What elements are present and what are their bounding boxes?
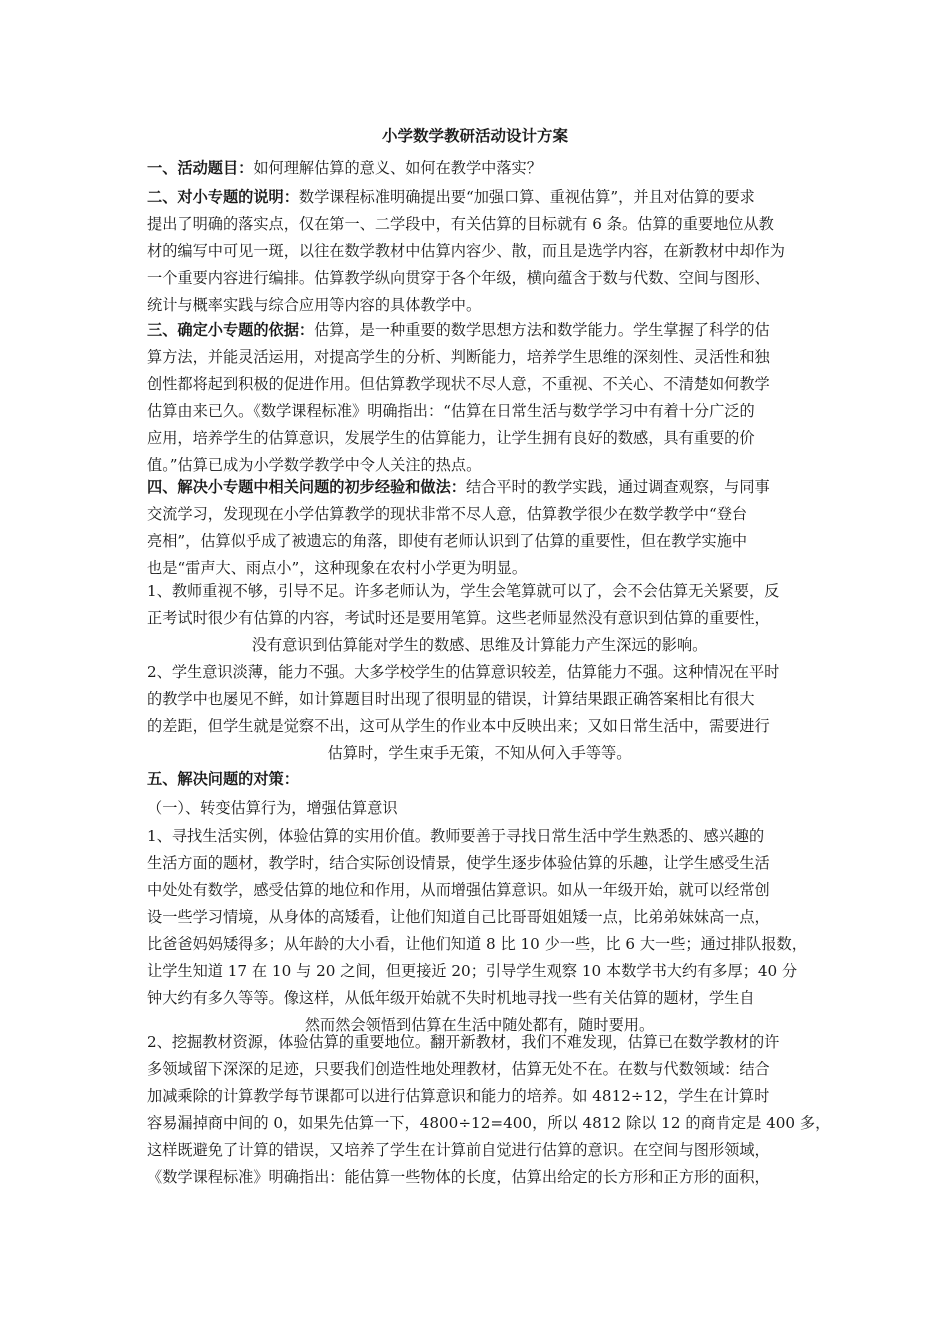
text-line: 估算时，学生束手无策，不知从何入手等等。 (327, 744, 632, 762)
text-line: 让学生知道 17 在 10 与 20 之间，但更接近 20；引导学生观察 10 本数学书大约有多厚；40 分 (147, 962, 798, 980)
text-line: 的教学中也屡见不鲜，如计算题目时出现了很明显的错误，计算结果跟正确答案相比有很大 (147, 690, 755, 708)
section-topic-description (147, 184, 812, 319)
section-heading: 二、对小专题的说明： (147, 188, 299, 206)
text-line: 算方法，并能灵活运用，对提高学生的分析、判断能力，培养学生思维的深刻性、灵活性和独 (147, 348, 770, 366)
section-text: 如何理解估算的意义、如何在教学中落实？ (253, 159, 542, 177)
section-heading: 一、活动题目： (147, 159, 254, 177)
text-line: 估算由来已久。《数学课程标准》明确指出：“估算在日常生活与数学学习中有着十分广泛的 (147, 402, 755, 420)
text-line: 交流学习，发现现在小学估算教学的现状非常不尽人意，估算教学很少在数学教学中“登台 (147, 505, 748, 523)
text-line: 的差距，但学生就是觉察不出，这可从学生的作业本中反映出来；又如日常生活中，需要进行 (147, 717, 770, 735)
text-line: 统计与概率实践与综合应用等内容的具体教学中。 (147, 296, 482, 314)
text-line: 值。”估算已成为小学数学教学中令人关注的热点。 (147, 456, 482, 474)
subsection-title: （一）、转变估算行为，增强估算意识 (147, 799, 398, 817)
text-line: 中处处有数学，感受估算的地位和作用，从而增强估算意识。如从一年级开始，就可以经常创 (147, 881, 770, 899)
text-line: 材的编写中可见一斑，以往在数学教材中估算内容少、散，而且是选学内容，在新教材中却作为 (147, 242, 785, 260)
text-line: 正考试时很少有估算的内容，考试时还是要用笔算。这些老师显然没有意识到估算的重要性， (147, 609, 770, 627)
text-line: 一个重要内容进行编排。估算教学纵向贯穿于各个年级，横向蕴含于数与代数、空间与图形、 (147, 269, 770, 287)
section-activity-topic (147, 155, 812, 182)
text-line: 2、学生意识淡薄，能力不强。大多学校学生的估算意识较差，估算能力不强。这种情况在平时 (147, 663, 780, 681)
text-line: 1、寻找生活实例，体验估算的实用价值。教师要善于寻找日常生活中学生熟悉的、感兴趣的 (147, 827, 765, 845)
text-line: 提出了明确的落实点，仅在第一、二学段中，有关估算的目标就有 6 条。估算的重要地位从教 (147, 215, 774, 233)
text-line: 1、教师重视不够，引导不足。许多老师认为，学生会笔算就可以了，会不会估算无关紧要，反 (147, 582, 780, 600)
document-title: 小学数学教研活动设计方案 (381, 126, 568, 145)
text-line: 生活方面的题材，教学时，结合实际创设情景，使学生逐步体验估算的乐趣，让学生感受生活 (147, 854, 770, 872)
text-line: 应用，培养学生的估算意识，发展学生的估算能力，让学生拥有良好的数感，具有重要的价 (147, 429, 755, 447)
section-topic-basis (147, 317, 812, 479)
text-line: 《数学课程标准》明确指出：能估算一些物体的长度，估算出给定的长方形和正方形的面积， (147, 1168, 770, 1186)
subsection-heading (147, 795, 812, 822)
text-line: 也是“雷声大、雨点小”，这种现象在农村小学更为明显。 (147, 559, 528, 577)
section-countermeasures (147, 766, 812, 793)
text-line: 没有意识到估算能对学生的数感、思维及计算能力产生深远的影响。 (251, 636, 708, 654)
text-line: 比爸爸妈妈矮得多；从年龄的大小看，让他们知道 8 比 10 少一些，比 6 大一些；通过排队报数， (147, 935, 807, 953)
text-line: 多领域留下深深的足迹，只要我们创造性地处理教材，估算无处不在。在数与代数领域：结合 (147, 1060, 770, 1078)
text-line: 2、挖掘教材资源，体验估算的重要地位。翻开新教材，我们不难发现，估算已在数学教材的许 (147, 1033, 780, 1051)
text-line: 容易漏掉商中间的 0，如果先估算一下，4800÷12=400，所以 4812 除以 12 的商肯定是 400 多， (147, 1114, 831, 1132)
paragraph-teacher-attention (147, 578, 812, 659)
section-heading: 三、确定小专题的依据： (147, 321, 315, 339)
paragraph-textbook-resources (147, 1029, 831, 1191)
text-line: 估算，是一种重要的数学思想方法和数学能力。学生掌握了科学的估 (314, 321, 770, 339)
text-line: 然而然会领悟到估算在生活中随处都有，随时要用。 (304, 1016, 655, 1034)
section-initial-experience (147, 474, 812, 582)
text-line: 这样既避免了计算的错误，又培养了学生在计算前自觉进行估算的意识。在空间与图形领域， (147, 1141, 770, 1159)
text-line: 数学课程标准明确提出要“加强口算、重视估算”，并且对估算的要求 (298, 188, 755, 206)
section-heading: 五、解决问题的对策： (147, 770, 299, 788)
paragraph-student-awareness (147, 659, 812, 767)
text-line: 加减乘除的计算教学每节课都可以进行估算意识和能力的培养。如 4812÷12，学生在计算时 (147, 1087, 770, 1105)
text-line: 创性都将起到积极的促进作用。但估算教学现状不尽人意，不重视、不关心、不清楚如何教学 (147, 375, 770, 393)
section-heading: 四、解决小专题中相关问题的初步经验和做法： (147, 478, 466, 496)
text-line: 亮相”，估算似乎成了被遗忘的角落，即使有老师认识到了估算的重要性，但在教学实施中 (147, 532, 748, 550)
paragraph-life-examples (147, 823, 812, 1039)
text-line: 结合平时的教学实践，通过调查观察，与同事 (465, 478, 770, 496)
text-line: 设一些学习情境，从身体的高矮看，让他们知道自己比哥哥姐姐矮一点，比弟弟妹妹高一点， (147, 908, 770, 926)
text-line: 钟大约有多久等等。像这样，从低年级开始就不失时机地寻找一些有关估算的题材，学生自 (147, 989, 755, 1007)
